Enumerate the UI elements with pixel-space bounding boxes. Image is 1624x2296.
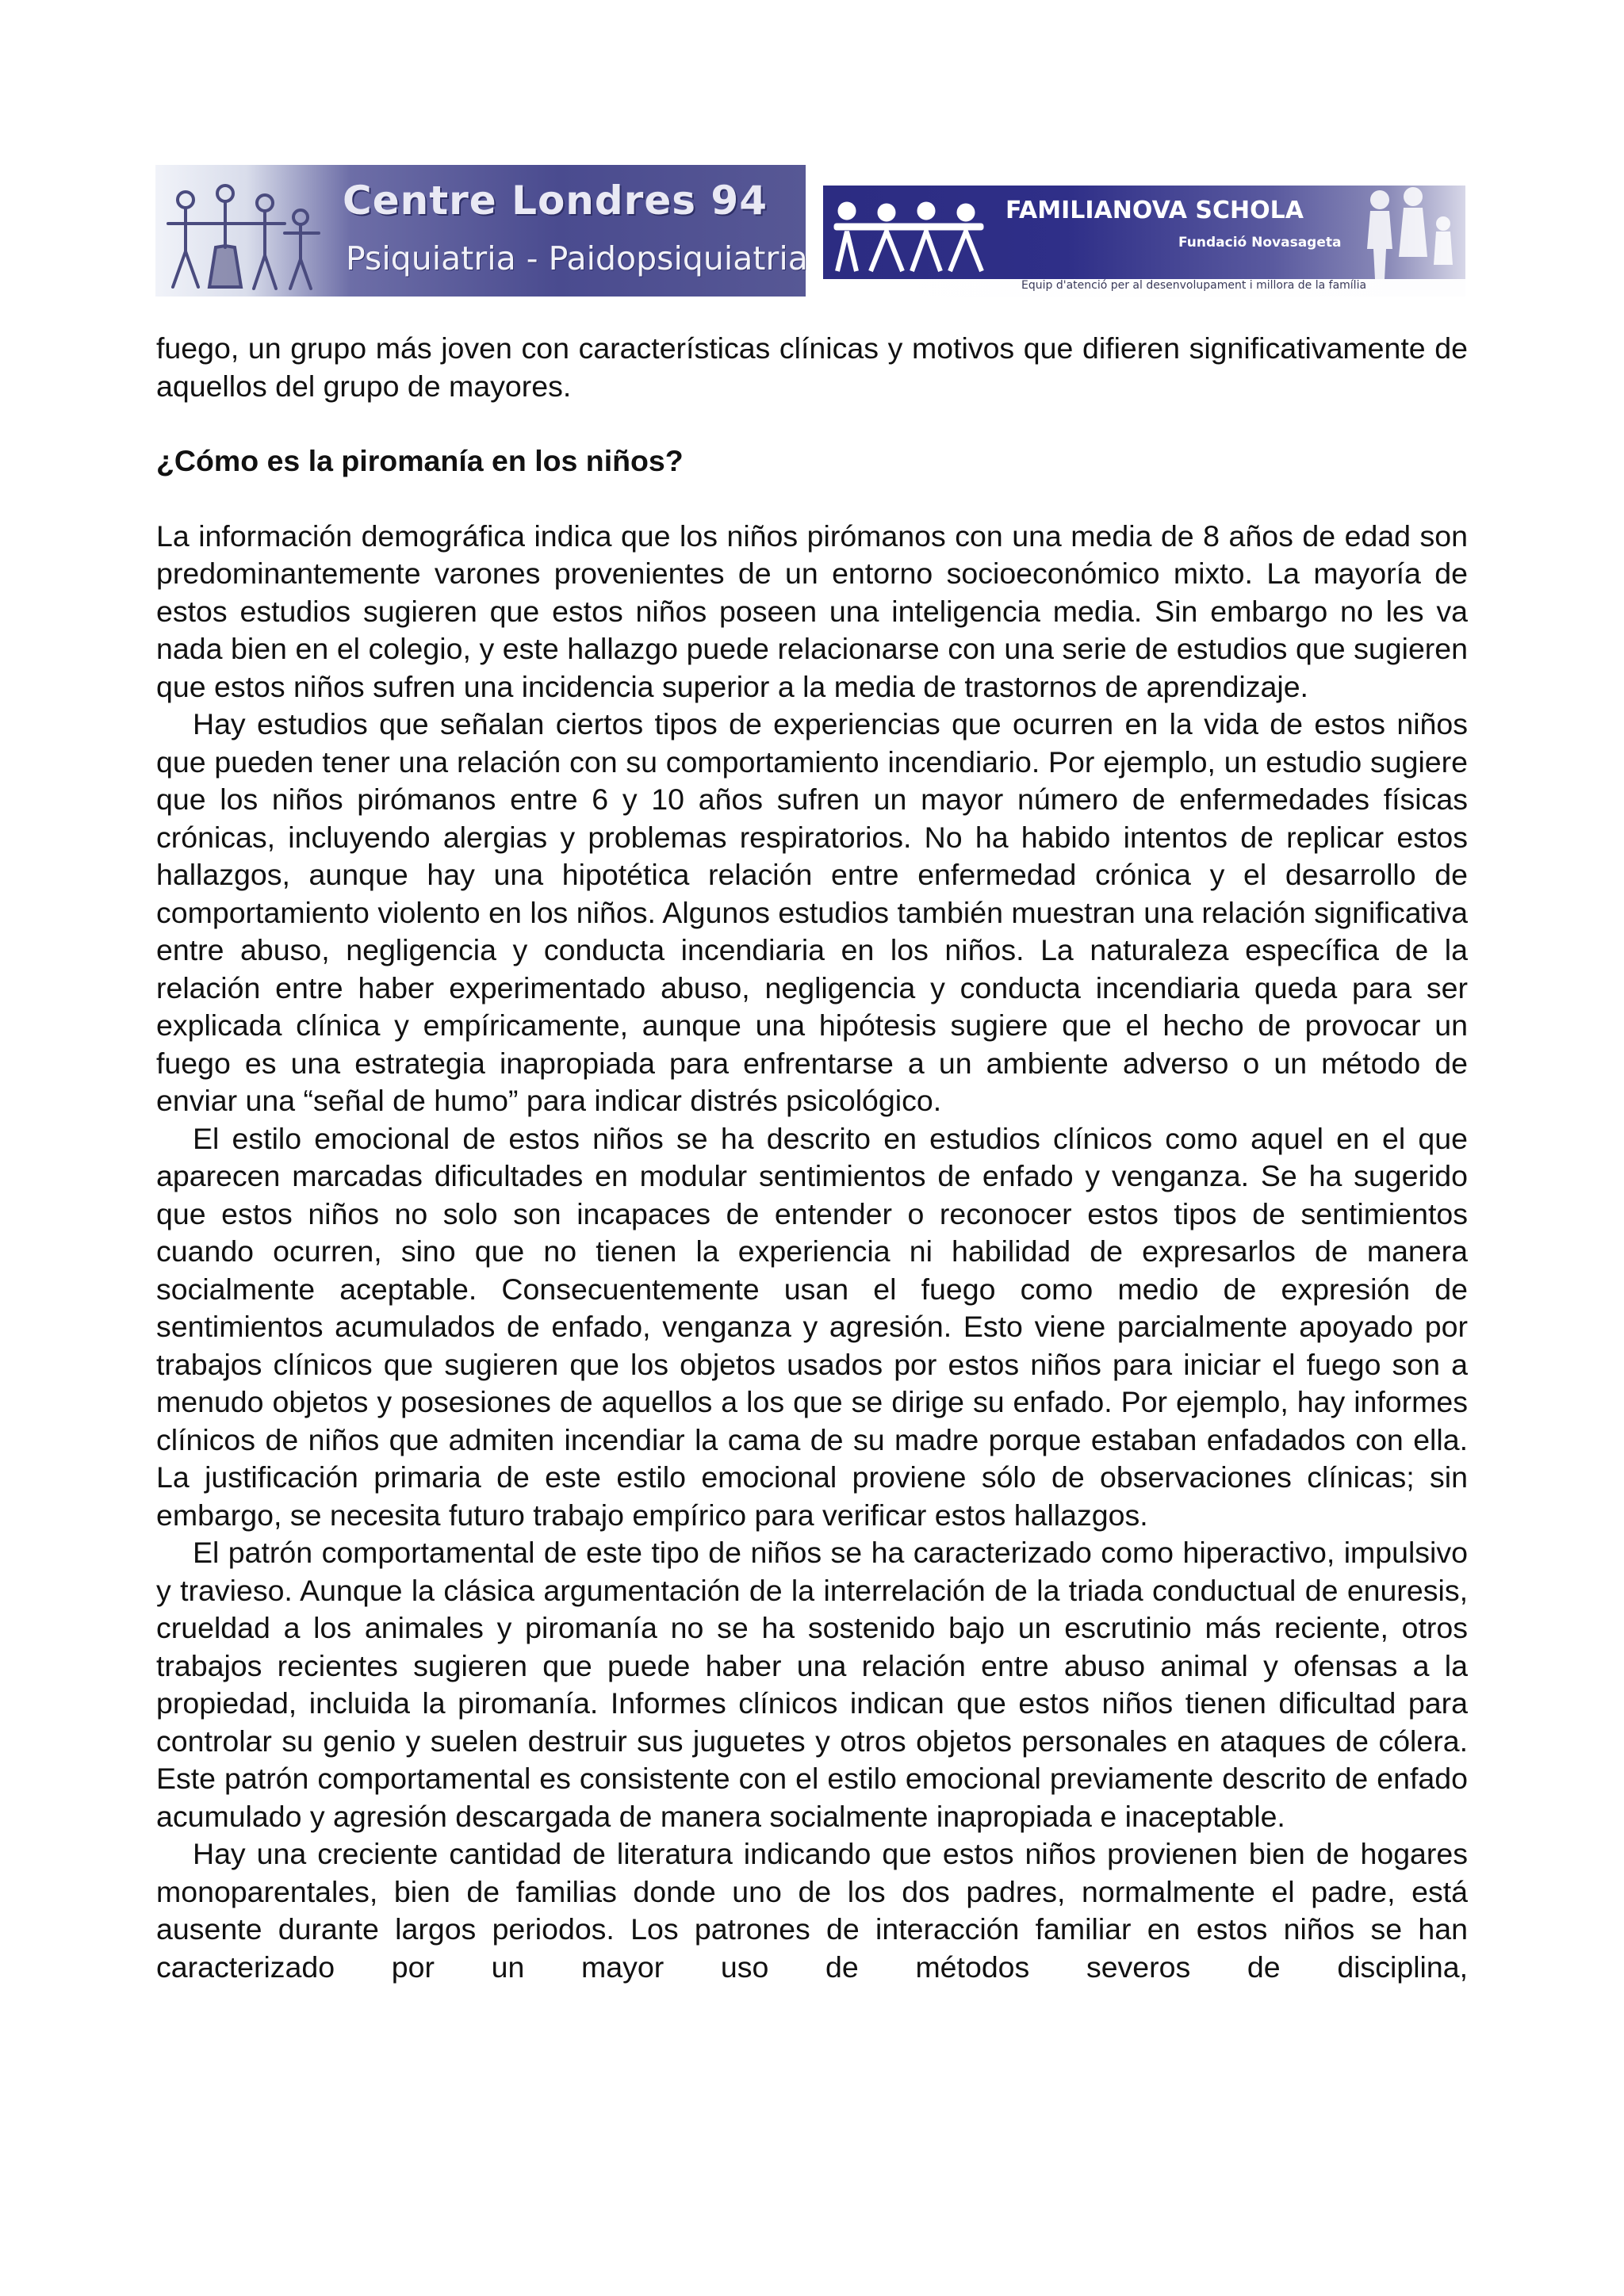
header-banner: [155, 165, 1465, 297]
body-paragraph: El patrón comportamental de este tipo de niños se ha caracterizado como hiperactivo, impulsivo y travieso. Aunque la clásica argumentación de la interrelación de la triada conductual de enuresis, crueldad a los animales y piromanía no se ha sostenido bajo un escrutinio más reciente, otros trabajos recientes sugieren que puede haber una relación entre abuso animal y ofensas a la propiedad, incluida la piromanía. Informes clínicos indican que estos niños tienen dificultad para controlar su genio y suelen destruir sus juguetes y otros objetos personales en ataques de cólera. Este patrón comportamental es consistente con el estilo emocional previamente descrito de enfado acumulado y agresión descargada de manera socialmente inapropiada e inaceptable.: [156, 1536, 1468, 1833]
body-paragraph: El estilo emocional de estos niños se ha descrito en estudios clínicos como aquel en el que aparecen marcadas dificultades en modular sentimientos de enfado y venganza. Se ha sugerido que estos niños no solo son incapaces de entender o reconocer estos tipos de sentimientos cuando ocurren, sino que no tienen la experiencia ni habilidad de expresarlos de manera socialmente aceptable. Consecuentemente usan el fuego como medio de expresión de sentimientos acumulados de enfado, venganza y agresión. Esto viene parcialmente apoyado por trabajos clínicos que sugieren que los objetos usados por estos niños para iniciar el fuego son a menudo objetos y posesiones de aquellos a los que se dirige su enfado. Por ejemplo, hay informes clínicos de niños que admiten incendiar la cama de su madre porque estaban enfadados con ella. La justificación primaria de este estilo emocional proviene sólo de observaciones clínicas; sin embargo, se necesita futuro trabajo empírico para verificar estos hallazgos.: [156, 1121, 1468, 1532]
partner-tagline: Equip d'atenció per al desenvolupament i millora de la família: [1021, 279, 1367, 292]
family-silhouette-icon: [1354, 186, 1465, 279]
body-paragraph: Hay estudios que señalan ciertos tipos de experiencias que ocurren en la vida de estos niños que pueden tener una relación con su comportamiento incendiario. Por ejemplo, un estudio sugiere que los niños pirómanos entre 6 y 10 años sufren un mayor número de enfermedades físicas crónicas, incluyendo alergias y problemas respiratorios. No ha habido intentos de replicar estos hallazgos, aunque hay una hipotética relación entre enfermedad crónica y el desarrollo de comportamiento violento en los niños. Algunos estudios también muestran una relación significativa entre abuso, negligencia y conducta incendiaria en los niños. La naturaleza específica de la relación entre haber experimentado abuso, negligencia y conducta incendiaria queda para ser explicada clínica y empíricamente, aunque una hipótesis sugiere que el hecho de provocar un fuego es una estrategia inapropiada para enfrentarse a un ambiente adverso o un método de enviar una “señal de humo” para indicar distrés psicológico.: [156, 707, 1468, 1117]
section-heading: ¿Cómo es la piromanía en los niños?: [156, 444, 684, 477]
partner-subtitle: Fundació Novasageta: [1178, 235, 1342, 251]
body-paragraph: La información demográfica indica que los niños pirómanos con una media de 8 años de edad son predominantemente varones provenientes de un entorno socioeconómico mixto. La mayoría de estos estudios sugieren que estos niños poseen una inteligencia media. Sin embargo no les va nada bien en el colegio, y este hallazgo puede relacionarse con una serie de estudios que sugieren que estos niños sufren una incidencia superior a la media de trastornos de aprendizaje.: [156, 519, 1468, 703]
family-figures-icon: [162, 176, 336, 295]
center-title: Centre Londres 94: [343, 178, 768, 224]
continuation-paragraph: fuego, un grupo más joven con características clínicas y motivos que difieren significativamente de aquellos del grupo de mayores.: [156, 331, 1468, 403]
banner-divider: [806, 165, 823, 297]
partner-title: FAMILIANOVA SCHOLA: [1005, 197, 1304, 224]
center-subtitle: Psiquiatria - Paidopsiquiatria: [346, 239, 808, 277]
document-body: [156, 330, 1468, 1986]
body-paragraph: Hay una creciente cantidad de literatura indicando que estos niños provienen bien de hogares monoparentales, bien de familias donde uno de los dos padres, normalmente el padre, está ausente durante largos periodos. Los patrones de interacción familiar en estos niños se han caracterizado por un mayor uso de métodos severos de disciplina,: [156, 1837, 1468, 1984]
partner-family-icon: [823, 189, 1013, 277]
